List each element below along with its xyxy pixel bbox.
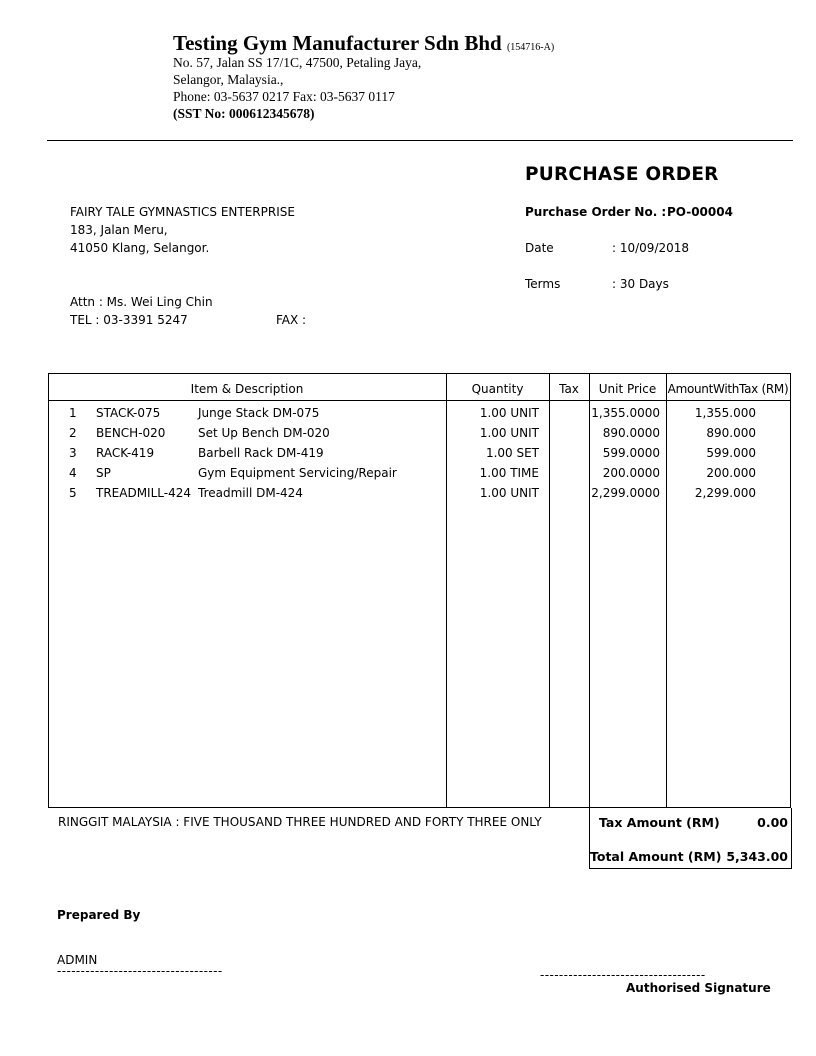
document-title: PURCHASE ORDER — [525, 164, 719, 185]
row-number: 5 — [69, 486, 77, 500]
item-unit-price: 890.0000 — [602, 426, 660, 440]
date-value: : 10/09/2018 — [612, 241, 690, 255]
header-quantity: Quantity — [471, 382, 524, 396]
header-tax: Tax — [559, 382, 579, 396]
item-quantity: 1.00 SET — [485, 446, 539, 460]
prepared-by-name: ADMIN — [57, 953, 98, 967]
po-number-value: PO-00004 — [667, 205, 733, 219]
item-quantity: 1.00 TIME — [479, 466, 539, 480]
header-unit-price: Unit Price — [598, 382, 657, 396]
prepared-by-signature-line: ----------------------------------- — [57, 964, 223, 978]
authorised-signature-label: Authorised Signature — [626, 981, 771, 995]
company-sst-no: (SST No: 000612345678) — [173, 106, 315, 121]
item-description: Junge Stack DM-075 — [198, 406, 320, 420]
row-number: 4 — [69, 466, 77, 480]
item-code: TREADMILL-424 — [96, 486, 191, 500]
tax-amount-value: 0.00 — [757, 815, 788, 830]
total-amount-value: 5,343.00 — [726, 849, 788, 864]
item-description: Barbell Rack DM-419 — [198, 446, 324, 460]
item-amount: 1,355.000 — [694, 406, 756, 420]
company-name — [173, 31, 554, 56]
item-unit-price: 200.0000 — [602, 466, 660, 480]
terms-value: : 30 Days — [612, 277, 669, 291]
company-phone-fax: Phone: 03-5637 0217 Fax: 03-5637 0117 — [173, 89, 395, 104]
item-code: BENCH-020 — [96, 426, 166, 440]
company-reg-no: (154716-A) — [506, 42, 555, 53]
item-quantity: 1.00 UNIT — [479, 406, 539, 420]
item-description: Gym Equipment Servicing/Repair — [198, 466, 397, 480]
terms-label: Terms — [525, 277, 561, 291]
po-number-label: Purchase Order No. : — [525, 205, 667, 219]
vendor-fax: FAX : — [276, 313, 307, 327]
date-label: Date — [525, 241, 554, 255]
item-unit-price: 599.0000 — [602, 446, 660, 460]
vendor-tel: TEL : 03-3391 5247 — [70, 313, 188, 327]
item-code: STACK-075 — [96, 406, 161, 420]
item-description: Set Up Bench DM-020 — [198, 426, 330, 440]
item-unit-price: 1,355.0000 — [591, 406, 660, 420]
header-item-description: Item & Description — [190, 382, 304, 396]
vendor-name: FAIRY TALE GYMNASTICS ENTERPRISE — [70, 205, 295, 219]
vendor-address-line1: 183, Jalan Meru, — [70, 223, 168, 237]
column-divider — [549, 373, 550, 808]
item-code: RACK-419 — [96, 446, 155, 460]
item-description: Treadmill DM-424 — [198, 486, 303, 500]
vendor-address-line2: 41050 Klang, Selangor. — [70, 241, 210, 255]
vendor-attn: Attn : Ms. Wei Ling Chin — [70, 295, 213, 309]
item-amount: 2,299.000 — [694, 486, 756, 500]
item-amount: 200.000 — [706, 466, 756, 480]
prepared-by-label: Prepared By — [57, 908, 141, 922]
amount-in-words: RINGGIT MALAYSIA : FIVE THOUSAND THREE HUNDRED AND FORTY THREE ONLY — [58, 815, 542, 829]
item-code: SP — [96, 466, 111, 480]
header-amount-with-tax: AmountWithTax (RM) — [667, 382, 789, 396]
authorised-signature-line: ----------------------------------- — [540, 968, 706, 982]
item-quantity: 1.00 UNIT — [479, 426, 539, 440]
header-divider — [47, 140, 793, 141]
tax-amount-label: Tax Amount (RM) — [599, 815, 720, 830]
company-name-text: Testing Gym Manufacturer Sdn Bhd — [173, 31, 502, 55]
item-unit-price: 2,299.0000 — [591, 486, 660, 500]
company-address-line1: No. 57, Jalan SS 17/1C, 47500, Petaling Jaya, — [173, 55, 422, 70]
row-number: 2 — [69, 426, 77, 440]
item-quantity: 1.00 UNIT — [479, 486, 539, 500]
company-address-line2: Selangor, Malaysia., — [173, 72, 284, 87]
total-amount-label: Total Amount (RM) — [590, 849, 722, 864]
row-number: 1 — [69, 406, 77, 420]
item-amount: 890.000 — [706, 426, 756, 440]
row-number: 3 — [69, 446, 77, 460]
table-header-divider — [48, 400, 791, 401]
item-amount: 599.000 — [706, 446, 756, 460]
